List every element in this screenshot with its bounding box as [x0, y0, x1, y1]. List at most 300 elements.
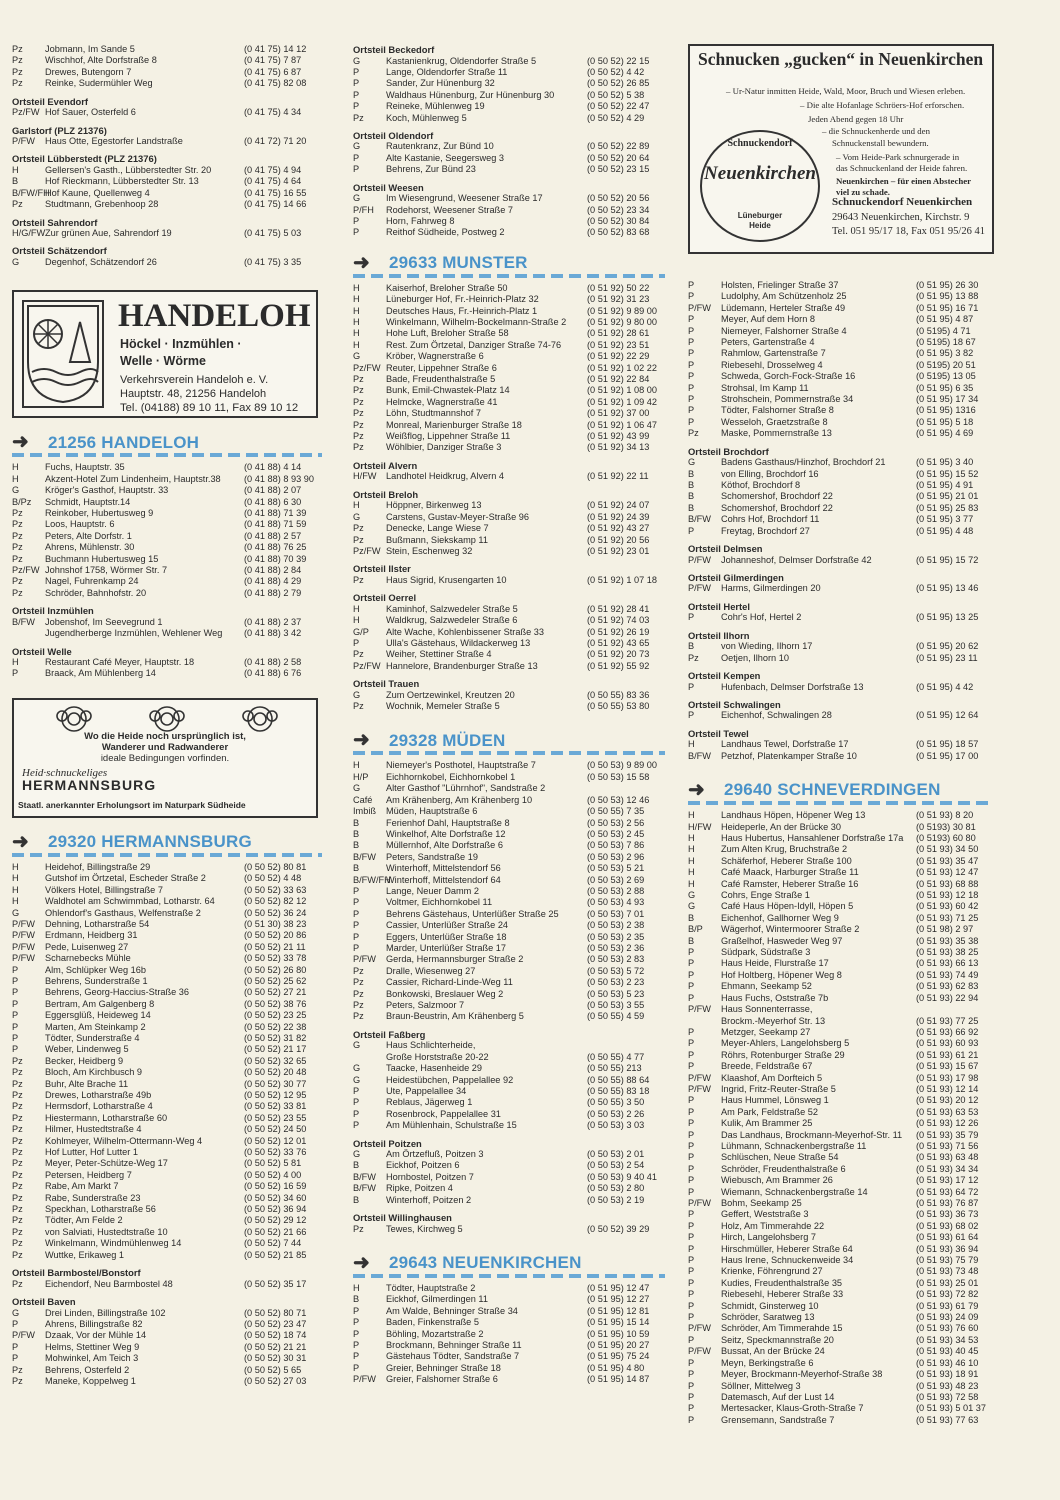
listing-name: Tödter, Sunderstraße 4 — [45, 1032, 140, 1043]
schnucken-ad-l5: Schnuckenstall bewundern. — [832, 138, 929, 148]
listing-phone: (0 51 95) 75 24 — [587, 1351, 650, 1362]
listing-name: Bußmann, Siekskamp 11 — [386, 534, 488, 545]
listing-type: P — [12, 1353, 19, 1364]
listing-row — [688, 1130, 994, 1141]
listing-type: P — [353, 101, 360, 112]
listing-name: Jugendherberge Inzmühlen, Wehlener Weg — [45, 628, 223, 639]
listing-phone — [916, 1004, 994, 1015]
listing-name: Wesseloh, Graetzstraße 8 — [721, 416, 828, 427]
listing-phone: (0 50 55) 88 64 — [587, 1074, 650, 1085]
listing-phone: (0 51 93) 15 67 — [916, 1061, 979, 1072]
listing-phone: (0 41 88) 71 59 — [244, 519, 307, 530]
listing-phone: (0 50 52) 36 94 — [244, 1204, 307, 1215]
town-listings — [12, 462, 322, 680]
listing-phone: (0 51 92) 9 89 00 — [587, 305, 657, 316]
listing-name: Waldhaus Hünenburg, Zur Hünenburg 30 — [386, 89, 555, 100]
listing-type: P/FW — [12, 930, 35, 941]
listing-name: Kastanienkrug, Oldendorfer Straße 5 — [386, 55, 537, 66]
listing-type: Pz — [12, 508, 23, 518]
listing-row — [353, 1000, 665, 1011]
listing-phone: (0 51 95) 3 77 — [916, 514, 974, 525]
listing-type: Pz — [12, 1124, 23, 1135]
listing-type: P — [688, 1414, 695, 1425]
listing-row — [353, 661, 665, 672]
listing-type: G — [353, 55, 361, 66]
listing-phone: (0 51 95) 13 25 — [916, 612, 979, 623]
listing-row — [12, 67, 322, 78]
listing-name: Buchmann Hubertusweg 15 — [45, 553, 159, 564]
listing-type: H — [12, 861, 19, 872]
listing-type: Pz — [12, 199, 23, 210]
listing-row — [688, 1335, 994, 1346]
listing-phone: (0 50 53) 2 36 — [587, 942, 645, 953]
listing-row — [688, 555, 994, 566]
listing-type: H — [12, 884, 19, 895]
listing-phone: (0 51 95) 16 71 — [916, 302, 979, 313]
listing-row — [12, 1193, 322, 1204]
listing-name: Cohrs Hof, Brochdorf 11 — [721, 514, 820, 525]
listing-row — [12, 1330, 322, 1341]
listing-type: P — [12, 1021, 19, 1032]
listing-row — [688, 1415, 994, 1426]
herm-ad-name: HERMANNSBURG — [22, 776, 157, 793]
listing-row — [688, 1118, 994, 1129]
listing-phone: (0 50 52) 5 65 — [244, 1364, 302, 1375]
listing-name: Tewes, Kirchweg 5 — [386, 1223, 463, 1234]
listing-row — [353, 442, 665, 453]
listing-type: P/FW — [688, 302, 711, 313]
listing-row — [353, 1374, 665, 1385]
listing-type: B — [688, 491, 695, 502]
listing-phone: (0 41 88) 2 84 — [244, 565, 302, 576]
listing-phone: (0 50 53) 2 88 — [587, 885, 645, 896]
dashed-rule — [688, 801, 994, 805]
listing-phone: (0 41 88) 2 37 — [244, 616, 302, 627]
listing-phone: (0 51 95) 4 91 — [916, 480, 974, 490]
listing-name: Schäferhof, Heberer Straße 100 — [721, 855, 852, 866]
listing-type: H — [353, 294, 360, 305]
listing-row — [353, 420, 665, 431]
listing-row — [353, 1294, 665, 1305]
listing-name: Graßelhof, Hasweder Weg 97 — [721, 935, 843, 946]
listing-type: P — [688, 291, 695, 302]
listing-type: Pz — [353, 574, 364, 585]
listing-row — [353, 840, 665, 851]
listing-phone: (0 51 93) 71 56 — [916, 1140, 979, 1151]
listing-type: H — [688, 810, 695, 821]
listing-type: H — [688, 855, 695, 866]
listing-row — [353, 863, 665, 874]
listing-name: Dzaak, Vor der Mühle 14 — [45, 1330, 147, 1341]
listing-row — [12, 55, 322, 66]
listing-name: Reuter, Lippehner Straße 6 — [386, 362, 497, 373]
listing-row — [353, 772, 665, 783]
listing-phone: (0 51 93) 18 91 — [916, 1369, 979, 1380]
listing-row — [353, 374, 665, 385]
listing-phone: (0 51 95) 4 42 — [916, 681, 974, 692]
listing-name: Das Landhaus, Brockmann-Meyerhof-Str. 11 — [721, 1129, 903, 1140]
listing-row — [12, 188, 322, 199]
listing-phone: (0 51 92) 9 80 00 — [587, 317, 657, 327]
listing-phone: (0 51 93) 34 50 — [916, 844, 979, 855]
listing-phone: (0 51 92) 1 08 00 — [587, 385, 657, 396]
listing-type: B — [688, 935, 695, 946]
listing-phone: (0 50 53) 2 96 — [587, 851, 645, 862]
listing-type: P/FW — [353, 954, 376, 965]
column-1 — [12, 44, 322, 1392]
listing-name: Deutsches Haus, Fr.-Heinrich-Platz 1 — [386, 305, 538, 316]
listing-phone: (0 51 92) 1 06 47 — [587, 419, 657, 430]
listing-name: Alm, Schlüpker Weg 16b — [45, 964, 146, 975]
listing-name: Greier, Falshorner Straße 6 — [386, 1374, 498, 1385]
listing-phone: (0 41 75) 3 35 — [244, 256, 302, 267]
listing-row — [353, 535, 665, 546]
listing-type: Pz — [353, 977, 364, 988]
listing-phone: (0 51 93) 40 45 — [916, 1346, 979, 1357]
listing-phone: (0 51 93) 12 26 — [916, 1118, 979, 1129]
district-heading: Ortsteil Brochdorf — [688, 445, 769, 457]
listing-phone: (0 51 95) 4 80 — [587, 1362, 645, 1373]
listing-phone: (0 50 53) 2 54 — [587, 1160, 645, 1171]
listing-name: Eichenhof, Gallhorner Weg 9 — [721, 912, 839, 923]
listing-row — [353, 943, 665, 954]
listing-row — [688, 1152, 994, 1163]
listing-type: P — [688, 405, 695, 416]
listing-name: Drei Linden, Billingstraße 102 — [45, 1307, 166, 1318]
listing-type: B — [12, 176, 19, 187]
listing-row — [353, 977, 665, 988]
listing-row — [688, 1016, 994, 1027]
listing-row — [688, 924, 994, 935]
listing-row — [353, 649, 665, 660]
listing-name: Schomershof, Brochdorf 22 — [721, 502, 833, 513]
listing-name: Am Walde, Behninger Straße 34 — [386, 1305, 518, 1316]
listing-phone: (0 50 53) 2 45 — [587, 828, 645, 839]
listing-phone: (0 50 53) 9 89 00 — [587, 760, 657, 771]
schnucken-ad — [688, 44, 994, 254]
listing-name: Krienke, Föhrengrund 27 — [721, 1266, 823, 1277]
listing-name: Brockm.-Meyerhof Str. 13 — [721, 1015, 826, 1026]
listing-row — [12, 628, 322, 639]
listing-row — [353, 471, 665, 482]
listing-type: H — [353, 282, 360, 293]
listing-phone: (0 51 93) 75 79 — [916, 1255, 979, 1266]
listing-name: Niemeyer, Falshorner Straße 4 — [721, 325, 847, 336]
listing-row — [353, 78, 665, 89]
listing-phone: (0 50 52) 21 21 — [244, 1341, 307, 1352]
listing-phone — [587, 1040, 665, 1051]
listing-phone: (0 51 95) 18 57 — [916, 739, 979, 750]
schnucken-ad-sign2: 29643 Neuenkirchen, Kirchstr. 9 — [832, 212, 970, 223]
listing-type: P — [688, 416, 695, 427]
listing-row — [688, 1323, 994, 1334]
listing-name: Drewes, Butengorn 7 — [45, 66, 132, 77]
listing-row — [12, 1215, 322, 1226]
listing-row — [688, 1061, 994, 1072]
listing-row — [353, 546, 665, 557]
listing-phone: (0 50 52) 30 31 — [244, 1353, 307, 1364]
district-heading: Ortsteil Weesen — [353, 181, 424, 193]
listing-type: P — [353, 637, 360, 648]
listing-phone: (0 51 98) 2 97 — [916, 924, 974, 935]
listing-row — [12, 1204, 322, 1215]
listing-phone: (0 51 92) 23 51 — [587, 339, 650, 350]
listing-type: P/FW — [688, 1072, 711, 1083]
listing-row — [12, 862, 322, 873]
listing-name: Haus Heide, Flurstraße 17 — [721, 958, 829, 969]
listing-type: Pz — [353, 431, 364, 442]
listing-name: Meyer, Peter-Schütze-Weg 17 — [45, 1158, 168, 1169]
listing-phone: (0 50 53) 2 38 — [587, 920, 645, 931]
listing-name: Schröder, Am Timmerahde 15 — [721, 1323, 843, 1334]
listing-row — [353, 1329, 665, 1340]
listing-type: Pz — [12, 1238, 23, 1249]
listing-phone: (0 41 88) 8 93 90 — [244, 473, 314, 484]
listing-name: Reblaus, Jägerweg 1 — [386, 1097, 473, 1108]
town-title — [353, 730, 665, 750]
listing-type: H — [353, 760, 360, 771]
listing-phone: (0 51 92) 24 39 — [587, 511, 650, 522]
listing-name: Hufenbach, Delmser Dorfstraße 13 — [721, 681, 864, 692]
listing-type: H — [353, 339, 360, 350]
listing-name: Buhr, Alte Brache 11 — [45, 1078, 129, 1089]
listing-row — [688, 1381, 994, 1392]
listing-phone: (0 50 52) 39 29 — [587, 1223, 650, 1234]
town-listings — [353, 760, 665, 1235]
listing-phone: (0 50 52) 22 38 — [244, 1021, 307, 1032]
listing-type: P — [353, 920, 360, 931]
listing-phone: (0 51 95) 3 40 — [916, 457, 974, 468]
listing-phone: (0 51 92) 22 29 — [587, 351, 650, 362]
listing-type: Pz — [12, 1158, 23, 1169]
listing-name: Metzger, Seekamp 27 — [721, 1026, 811, 1037]
listing-phone: (0 50 52) 33 63 — [244, 884, 307, 895]
listing-row — [688, 1187, 994, 1198]
listing-type: B/P — [688, 924, 703, 935]
listing-phone: (0 41 75) 7 87 — [244, 55, 302, 66]
listing-phone: (0 50 53) 2 26 — [587, 1108, 645, 1119]
listing-type: P/FW — [12, 953, 35, 964]
listing-phone: (0 51 93) 61 64 — [916, 1232, 979, 1243]
listing-row — [688, 1038, 994, 1049]
listing-name: Riebesehl, Heberer Straße 33 — [721, 1289, 844, 1300]
listing-name: Peters, Alte Dorfstr. 1 — [45, 530, 132, 541]
listing-name: Eggers, Unterlüßer Straße 18 — [386, 931, 507, 942]
listing-row — [353, 90, 665, 101]
listing-name: Weißflog, Lippehner Straße 11 — [386, 431, 511, 442]
listing-name: Niemeyer's Posthotel, Hauptstraße 7 — [386, 760, 536, 771]
town-name: 29328 MÜDEN — [389, 730, 506, 750]
listing-phone: (0 51 95) 26 30 — [916, 280, 979, 290]
listing-phone: (0 50 52) 7 44 — [244, 1238, 302, 1249]
schnucken-ad-l2: – Die alte Hofanlage Schröers-Hof erforschen. — [800, 100, 965, 110]
listing-name: Schlüschen, Neue Straße 54 — [721, 1152, 839, 1163]
listing-row — [353, 1052, 665, 1063]
listing-row — [12, 176, 322, 187]
listing-phone: (0 51 93) 64 72 — [916, 1186, 979, 1197]
listing-row — [12, 107, 322, 118]
listing-type: P — [688, 1175, 695, 1186]
listing-name: Eggersglüß, Heideweg 14 — [45, 1010, 151, 1021]
listing-phone: (0 50 55) 213 — [587, 1063, 642, 1074]
listing-name: Café Maack, Harburger Straße 11 — [721, 867, 859, 878]
listing-name: Löhn, Studtmannshof 7 — [386, 408, 482, 419]
listing-name: Gerda, Hermannsburger Straße 2 — [386, 954, 524, 965]
listing-name: Cassier, Richard-Linde-Weg 11 — [386, 977, 513, 988]
listing-phone: (0 41 88) 2 58 — [244, 657, 302, 668]
listing-phone: (0 50 52) 24 50 — [244, 1124, 307, 1135]
listing-row — [12, 462, 322, 473]
list — [12, 44, 322, 90]
listing-type: H — [12, 896, 19, 907]
listing-phone: (0 51 93) 25 01 — [916, 1277, 979, 1288]
listing-type: P — [12, 1318, 19, 1329]
listing-type: P — [688, 1277, 695, 1288]
listing-type: P — [353, 1305, 360, 1316]
listing-row — [353, 1097, 665, 1108]
listing-name: Winkelmann, Windmühlenweg 14 — [45, 1238, 182, 1249]
listing-name: Große Horststraße 20-22 — [386, 1051, 489, 1062]
listing-row — [12, 497, 322, 508]
listing-row — [12, 1124, 322, 1135]
listing-type: P/FW — [688, 1323, 711, 1334]
listing-phone: (0 50 52) 33 81 — [244, 1101, 307, 1112]
listing-name: Schmidt, Ginsterweg 10 — [721, 1300, 819, 1311]
listing-row — [688, 1244, 994, 1255]
listing-row — [12, 1101, 322, 1112]
listing-phone: (0 51 92) 24 07 — [587, 500, 650, 511]
listing-phone: (0 41 75) 4 64 — [244, 176, 302, 187]
listing-row — [353, 340, 665, 351]
listing-phone: (0 41 88) 71 39 — [244, 508, 307, 518]
town-title — [12, 432, 322, 452]
listing-name: Ludolphy, Am Schützenholz 25 — [721, 291, 847, 302]
listing-type: P — [353, 1085, 360, 1096]
listing-type: H — [353, 500, 360, 511]
listing-type: H — [353, 317, 360, 327]
listing-row — [12, 1376, 322, 1387]
listing-row — [353, 954, 665, 965]
listing-row — [353, 1172, 665, 1183]
listing-row — [353, 886, 665, 897]
listing-type: H — [688, 878, 695, 889]
listing-phone: (0 51 93) 12 14 — [916, 1083, 979, 1094]
district-heading: Ortsteil Schwalingen — [688, 698, 781, 710]
listing-name: Hiestermann, Lotharstraße 60 — [45, 1112, 168, 1123]
listing-phone: (0 50 53) 2 35 — [587, 931, 645, 942]
listing-name: Oetjen, Ilhorn 10 — [721, 652, 789, 663]
district-heading: Ortsteil Oldendorf — [353, 129, 434, 141]
district-heading: Ortsteil Lübberstedt (PLZ 21376) — [12, 153, 157, 165]
listing-row — [353, 294, 665, 305]
listing-type: Pz — [12, 1147, 23, 1158]
listing-name: Schweda, Gorch-Fock-Straße 16 — [721, 371, 856, 382]
listing-type: B/Pz — [12, 496, 32, 507]
listing-phone: (0 50 53) 15 58 — [587, 771, 650, 782]
listing-row — [688, 1027, 994, 1038]
listing-name: Stein, Eschenweg 32 — [386, 545, 473, 556]
listing-row — [353, 408, 665, 419]
listing-name: Cohr's Hof, Hertel 2 — [721, 612, 802, 623]
listing-name: Landhaus Tewel, Dorfstraße 17 — [721, 739, 849, 750]
listing-type: G — [353, 689, 361, 700]
listing-phone: (0 51 92) 37 00 — [587, 408, 650, 419]
listing-phone: (0 50 55) 4 59 — [587, 1011, 645, 1022]
listing-type: P — [353, 897, 360, 908]
listing-type: G — [688, 890, 696, 901]
listing-type: P — [688, 1129, 695, 1140]
listing-type: Pz/FW — [12, 107, 40, 118]
listing-name: Söllner, Mittelweg 3 — [721, 1380, 801, 1391]
listing-phone: (0 51 92) 43 65 — [587, 637, 650, 648]
listing-row — [688, 457, 994, 468]
listing-phone: (0 50 52) 33 76 — [244, 1147, 307, 1158]
listing-type: P — [688, 348, 695, 359]
listing-name: Brockmann, Behninger Straße 11 — [386, 1340, 522, 1351]
listing-row — [12, 554, 322, 565]
listing-name: von Elling, Brochdorf 16 — [721, 468, 819, 479]
listing-phone: (0 50 53) 2 83 — [587, 954, 645, 965]
listing-row — [353, 989, 665, 1000]
listing-name: von Wieding, Ilhorn 17 — [721, 641, 813, 652]
listing-row — [12, 1022, 322, 1033]
listing-name: Speckhan, Lotharstraße 56 — [45, 1204, 156, 1215]
listing-phone: (0 51 93) 36 73 — [916, 1209, 979, 1220]
listing-name: Hof Rieckmann, Lübberstedter Str. 13 — [45, 176, 199, 187]
district-heading: Ortsteil Tewel — [688, 727, 749, 739]
listing-name: Heidehof, Billingstraße 29 — [45, 861, 151, 872]
listing-type: P/FW — [12, 941, 35, 952]
listing-name: Peters, Gartenstraße 4 — [721, 337, 815, 348]
district-heading: Ortsteil Evendorf — [12, 95, 89, 107]
listing-type: P — [688, 1061, 695, 1072]
town-name: 29640 SCHNEVERDINGEN — [724, 780, 941, 800]
listing-phone: (0 51 93) 68 88 — [916, 878, 979, 889]
listing-name: Petzhof, Platenkamper Straße 10 — [721, 750, 857, 761]
listing-phone: (0 50 55) 7 35 — [587, 806, 645, 817]
listing-phone: (0 50 53) 2 56 — [587, 817, 645, 828]
listing-phone: (0 41 88) 3 42 — [244, 628, 302, 639]
listing-name: Böhling, Mozartstraße 2 — [386, 1328, 484, 1339]
listing-row — [688, 1255, 994, 1266]
listing-row — [12, 565, 322, 576]
listing-phone: (0 50 52) 25 62 — [244, 975, 307, 986]
listing-name: Müllernhof, Alte Dorfstraße 6 — [386, 840, 503, 851]
listing-row — [688, 739, 994, 750]
listing-type: G — [353, 1074, 361, 1085]
schnucken-ad-l1: – Ur-Natur inmitten Heide, Wald, Moor, Bruch und Wiesen erleben. — [726, 86, 966, 96]
listing-phone: (0 50 52) 32 65 — [244, 1055, 307, 1066]
listing-row — [688, 514, 994, 525]
listing-name: Schröder, Bahnhofstr. 20 — [45, 587, 147, 598]
listing-type: Pz — [12, 1067, 23, 1078]
schnucken-ad-sign3: Tel. 051 95/17 18, Fax 051 95/26 41 — [832, 226, 985, 237]
listing-row — [688, 1278, 994, 1289]
listing-row — [353, 1283, 665, 1294]
listing-name: Kohlmeyer, Wilhelm-Ottermann-Weg 4 — [45, 1135, 203, 1146]
listing-row — [688, 526, 994, 537]
listing-row — [12, 257, 322, 268]
listing-phone: (0 51 92) 1 07 18 — [587, 574, 657, 585]
listing-row — [353, 795, 665, 806]
listing-type: P/FW — [688, 1004, 711, 1015]
listing-row — [353, 1183, 665, 1194]
district-heading: Ortsteil Hertel — [688, 600, 750, 612]
listing-name: Jobmann, Im Sande 5 — [45, 44, 135, 54]
listing-row — [688, 751, 994, 762]
listing-name: Winterhoff, Mittelstendorf 56 — [386, 863, 501, 874]
schnucken-ad-l6: – Vom Heide-Park schnurgerade in — [836, 152, 960, 162]
